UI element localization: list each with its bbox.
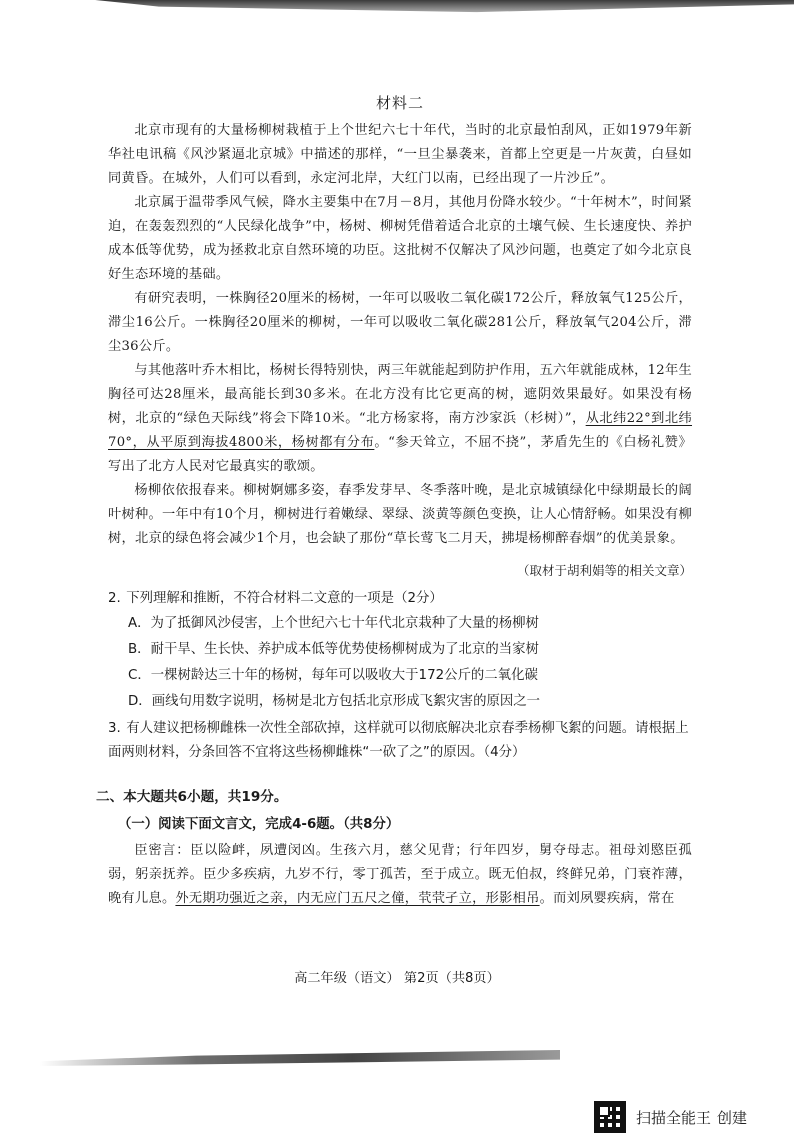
scanner-suffix: 创建: [717, 1109, 748, 1127]
classical-part-b: 。而刘夙婴疾病，常在: [539, 891, 675, 906]
section-2-heading: 二、本大题共6小题，共19分。: [96, 789, 288, 805]
option-b: B．耐干旱、生长快、养护成本低等优势使杨柳树成为了北京的当家树: [128, 642, 539, 657]
material-title: 材料二: [375, 94, 424, 112]
paragraph-5: 杨柳依依报春来。柳树婀娜多姿，春季发芽早、冬季落叶晚，是北京城镇绿化中绿期最长的阔叶树种。一年中有10个月，柳树进行着嫩绿、翠绿、淡黄等颜色变换，让人心情舒畅。如果没有柳树，北京的绿色将会减少1个月，也会缺了那份“草长莺飞二月天，拂堤杨柳醉春烟”的优美景象。: [108, 483, 692, 546]
page-footer: 高二年级（语文） 第2页（共8页）: [294, 971, 500, 986]
question-3-number: 3.: [108, 721, 121, 736]
option-a: A．为了抵御风沙侵害，上个世纪六七十年代北京栽种了大量的杨柳树: [128, 616, 539, 631]
exam-page-content: [96, 92, 693, 911]
underlined-sentence: 从北纬22°到北纬70°，从平原到海拔4800米，杨树都有分布: [108, 411, 693, 450]
source-citation: （取材于胡利娟等的相关文章）: [516, 563, 692, 578]
option-c: C．一棵树龄达三十年的杨树，每年可以吸收大于172公斤的二氧化碳: [128, 668, 538, 683]
paragraph-3: 有研究表明，一株胸径20厘米的杨树，一年可以吸收二氧化碳172公斤，释放氧气125公斤，滞尘16公斤。一株胸径20厘米的柳树，一年可以吸收二氧化碳281公斤，释放氧气204公斤，滞尘36公斤。: [108, 291, 692, 354]
subsection-1-heading: （一）阅读下面文言文，完成4-6题。（共8分）: [118, 817, 400, 832]
question-3: [108, 717, 692, 765]
paragraph-1: 北京市现有的大量杨柳树栽植于上个世纪六七十年代，当时的北京最怕刮风，正如1979年新华社电讯稿《风沙紧逼北京城》中描述的那样，“一旦尘暴袭来，首都上空更是一片灰黄，白昼如同黄昏。在城外，人们可以看到，永定河北岸，大红门以南，已经出现了一片沙丘”。: [108, 123, 692, 186]
classical-part-a: 臣密言：臣以险衅，夙遭闵凶。生孩六月，慈父见背；行年四岁，舅夺母志。祖母刘愍臣孤弱，躬亲抚养。臣少多疾病，九岁不行，零丁孤苦，至于成立。既无伯叔，终鲜兄弟，门衰祚薄，晚有儿息。: [108, 843, 692, 906]
paragraph-2: 北京属于温带季风气候，降水主要集中在7月－8月，其他月份降水较少。“十年树木”，时间紧迫，在轰轰烈烈的“人民绿化战争”中，杨树、柳树凭借着适合北京的土壤气候、生长速度快、养护成本低等优势，成为拯救北京自然环境的功臣。这批树不仅解决了风沙问题，也奠定了如今北京良好生态环境的基础。: [108, 195, 692, 282]
scan-shadow-top: [0, 0, 794, 22]
question-2-number: 2.: [108, 591, 121, 606]
question-3-text: 有人建议把杨柳雌株一次性全部砍掉，这样就可以彻底解决北京春季杨柳飞絮的问题。请根据上面两则材料，分条回答不宜将这些杨柳雌株“一砍了之”的原因。（4分）: [108, 721, 689, 760]
paragraph-4: [108, 359, 692, 479]
paragraph-4-part-b: 。“参天耸立，不屈不挠”，茅盾先生的《白杨礼赞》写出了北方人民对它最真实的歌颂。: [108, 435, 692, 474]
classical-underlined: 外无期功强近之亲，内无应门五尺之僮，茕茕孑立，形影相吊: [175, 891, 540, 906]
question-2-stem: 下列理解和推断，不符合材料二文意的一项是（2分）: [126, 591, 443, 606]
option-d: D．画线句用数字说明，杨树是北方包括北京形成飞絮灾害的原因之一: [128, 694, 541, 709]
scan-shadow-bottom: [40, 1050, 560, 1066]
paragraph-4-part-a: 与其他落叶乔木相比，杨树长得特别快，两三年就能起到防护作用，五六年就能成林，12年生胸径可达28厘米，最高能长到30多米。在北方没有比它更高的树，遮阴效果最好。如果没有杨树，北京的“绿色天际线”将会下降10米。“北方杨家将，南方沙家浜（杉树）”，: [108, 363, 692, 426]
scanner-app-name: 扫描全能王: [636, 1109, 712, 1127]
classical-passage: [108, 839, 692, 911]
scanner-watermark: [636, 1107, 753, 1128]
qr-code-icon: [594, 1101, 626, 1133]
question-2: [108, 587, 692, 611]
